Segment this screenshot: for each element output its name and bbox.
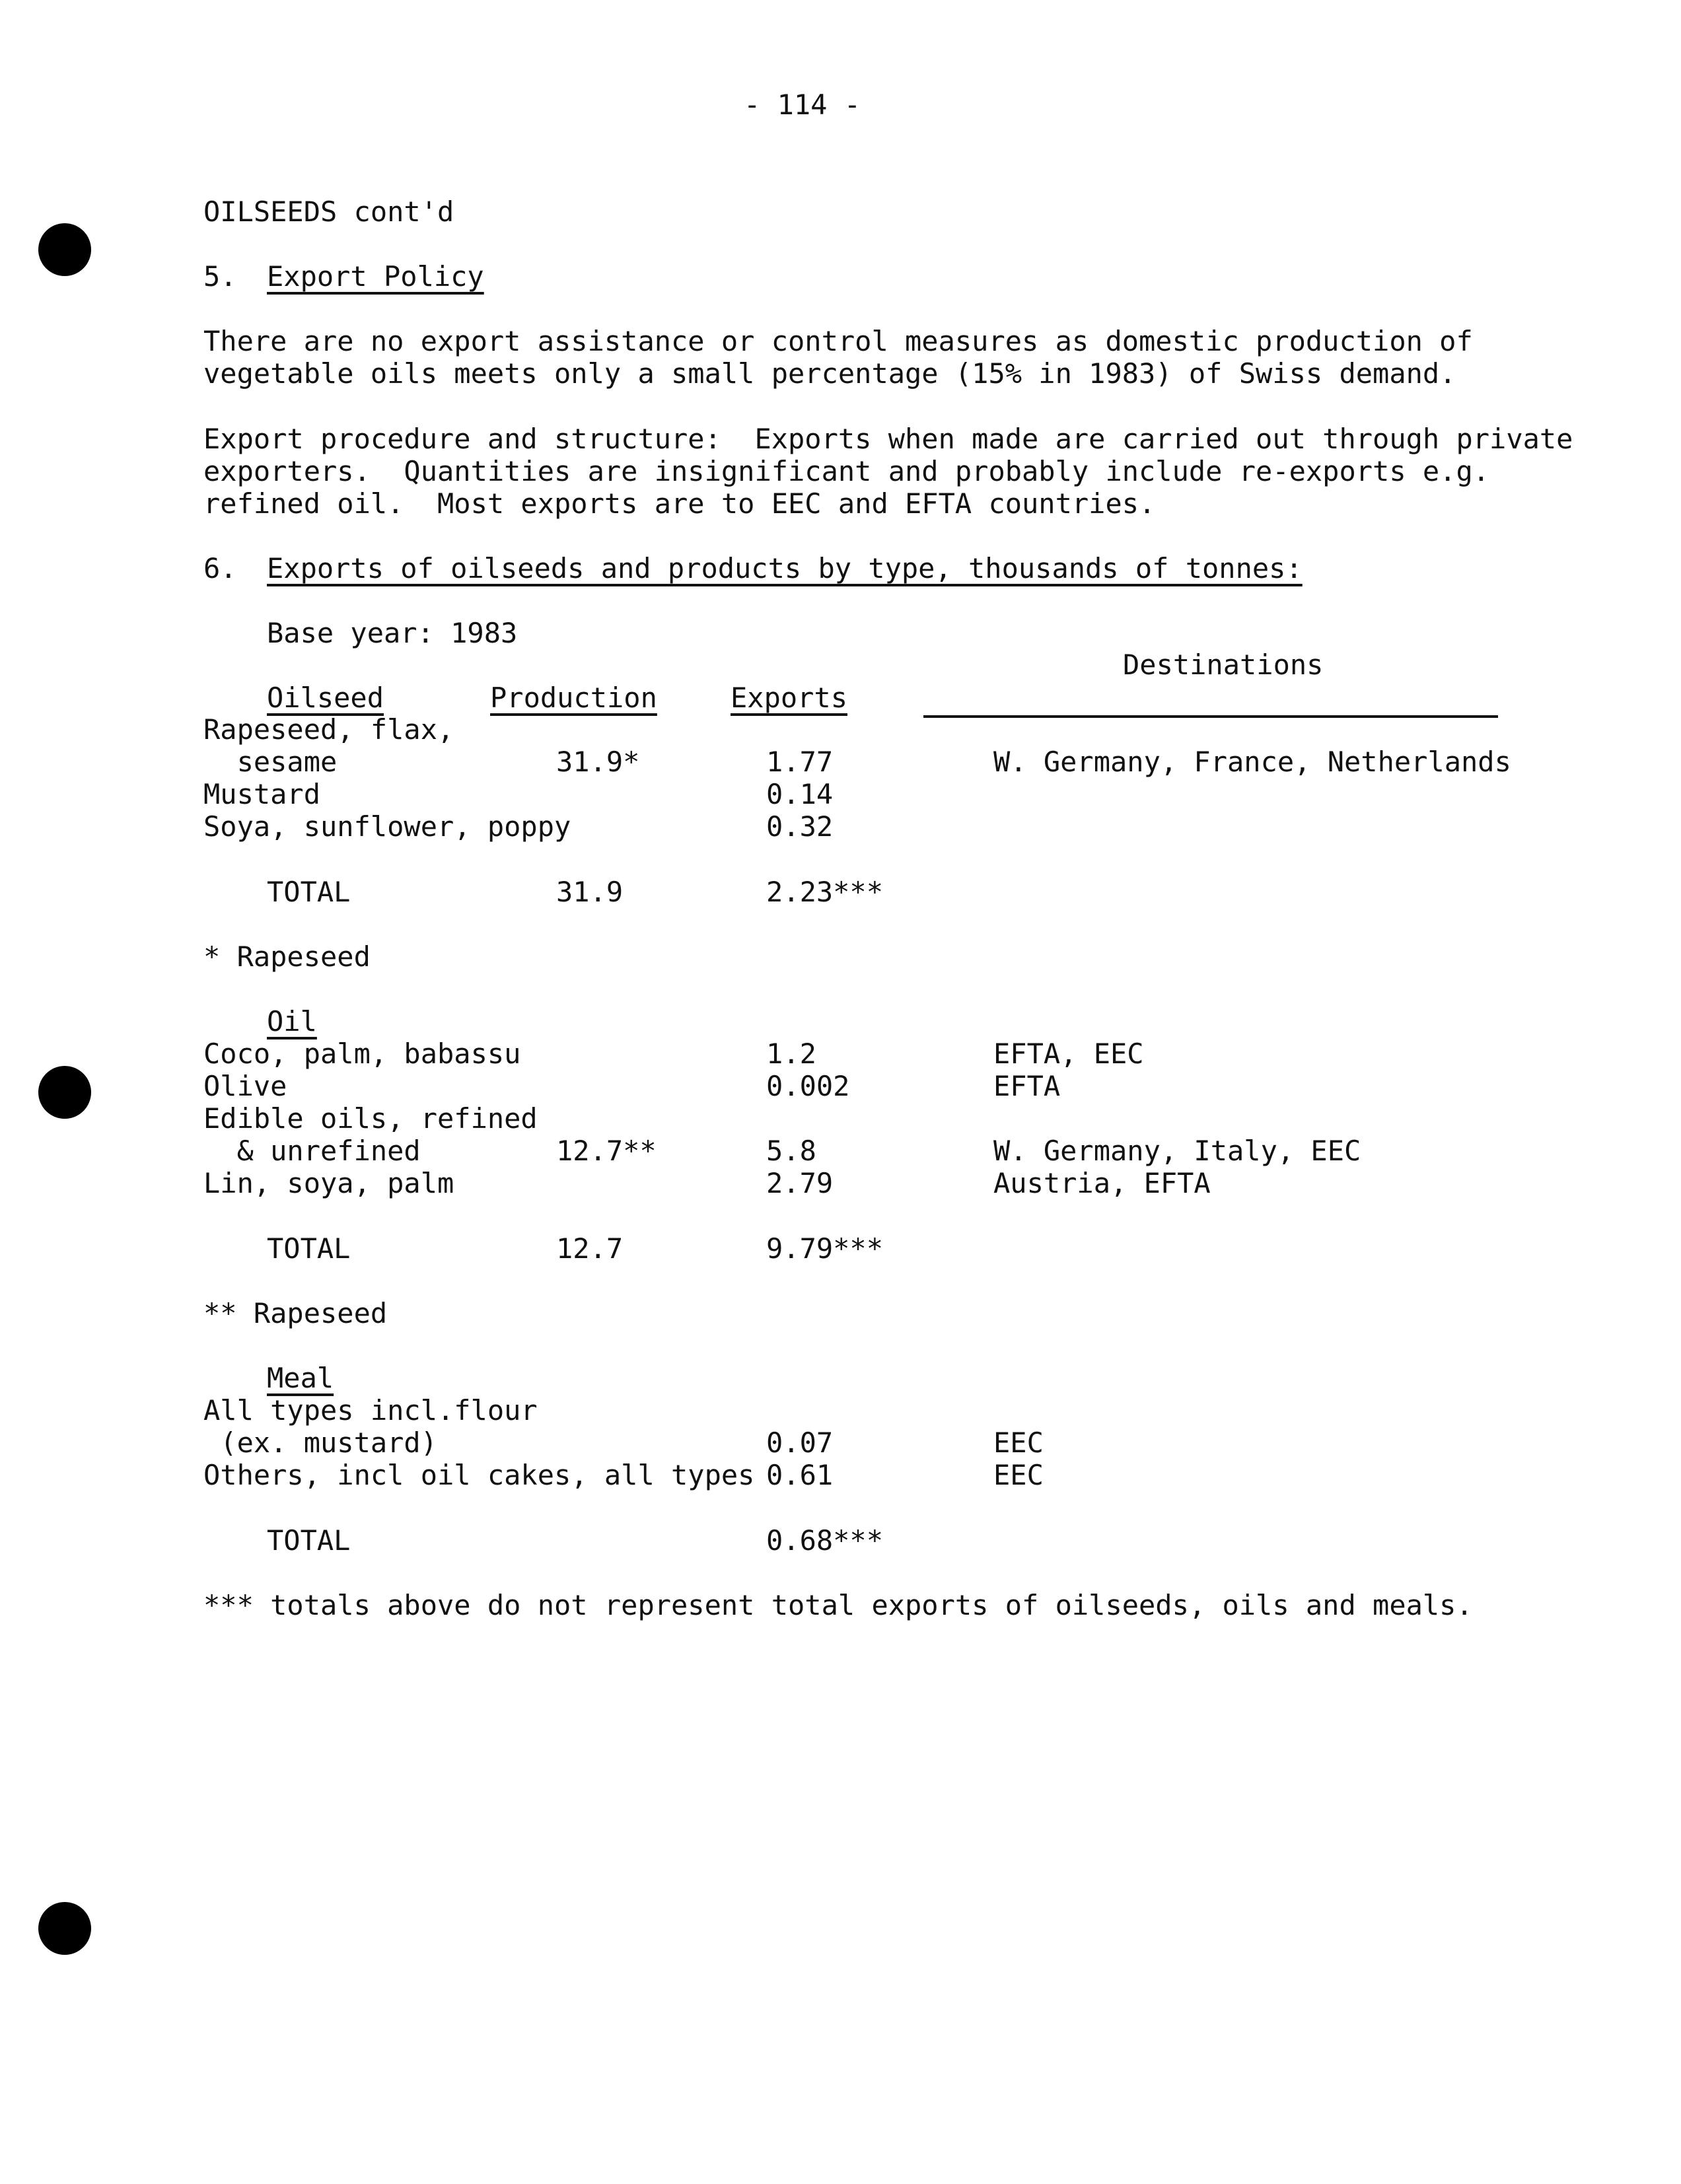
total-production: 31.9 (556, 876, 624, 908)
meal-name: Others, incl oil cakes, all types (203, 1459, 755, 1491)
section5-title: Export Policy (267, 260, 484, 293)
section5-para1-line2: vegetable oils meets only a small percentage (15% in 1983) of Swiss demand. (203, 357, 1456, 390)
meal-destinations: EEC (993, 1427, 1044, 1459)
oilseed-exports: 0.14 (766, 778, 834, 810)
oil-destinations: EFTA, EEC (993, 1038, 1144, 1070)
oil-name: Edible oils, refined (203, 1102, 538, 1135)
oil-destinations: W. Germany, Italy, EEC (993, 1135, 1361, 1167)
total-exports: 2.23*** (766, 876, 884, 908)
oil-exports: 2.79 (766, 1167, 834, 1199)
binder-hole-middle (38, 1066, 91, 1119)
section-header: OILSEEDS cont'd (203, 195, 454, 228)
total-exports: 9.79*** (766, 1232, 884, 1265)
col-exports: Exports (731, 682, 848, 714)
binder-hole-top (38, 223, 91, 276)
meal-destinations: EEC (993, 1459, 1044, 1491)
page-number: - 114 - (744, 88, 861, 121)
section6-title: Exports of oilseeds and products by type, thousands of tonnes: (267, 552, 1303, 584)
oil-destinations: Austria, EFTA (993, 1167, 1211, 1199)
oilseed-name: Soya, sunflower, poppy (203, 810, 571, 843)
total-production: 12.7 (556, 1232, 624, 1265)
oil-exports: 5.8 (766, 1135, 816, 1167)
oil-footnote: ** Rapeseed (203, 1297, 388, 1329)
destinations-rule (923, 715, 1498, 718)
base-year: Base year: 1983 (267, 617, 518, 649)
total-label: TOTAL (267, 876, 351, 908)
final-note: *** totals above do not represent total exports of oilseeds, oils and meals. (203, 1589, 1473, 1621)
oilseed-production: 31.9* (556, 746, 640, 778)
oil-destinations: EFTA (993, 1070, 1061, 1102)
meal-heading: Meal (267, 1362, 334, 1394)
meal-name: (ex. mustard) (203, 1427, 438, 1459)
oil-name: Coco, palm, babassu (203, 1038, 521, 1070)
total-exports: 0.68*** (766, 1524, 884, 1557)
oilseed-exports: 0.32 (766, 810, 834, 843)
oil-heading: Oil (267, 1005, 317, 1038)
section5-para1-line1: There are no export assistance or control measures as domestic production of (203, 325, 1473, 357)
meal-name: All types incl.flour (203, 1394, 538, 1427)
oil-name: Lin, soya, palm (203, 1167, 454, 1199)
col-destinations: Destinations (1123, 649, 1324, 681)
oilseed-name: Mustard (203, 778, 321, 810)
oilseed-name: sesame (203, 746, 338, 778)
section5-para2-line1: Export procedure and structure: Exports when made are carried out through private (203, 423, 1573, 455)
oil-name: & unrefined (203, 1135, 421, 1167)
binder-hole-bottom (38, 1902, 91, 1955)
col-oilseed: Oilseed (267, 682, 384, 714)
oil-exports: 0.002 (766, 1070, 850, 1102)
total-label: TOTAL (267, 1232, 351, 1265)
oilseed-destinations: W. Germany, France, Netherlands (993, 746, 1511, 778)
meal-exports: 0.07 (766, 1427, 834, 1459)
oilseed-name: Rapeseed, flax, (203, 713, 454, 746)
meal-exports: 0.61 (766, 1459, 834, 1491)
section5-para2-line3: refined oil. Most exports are to EEC and EFTA countries. (203, 487, 1156, 520)
oil-exports: 1.2 (766, 1038, 816, 1070)
oil-name: Olive (203, 1070, 287, 1102)
col-production: Production (490, 682, 657, 714)
oilseed-exports: 1.77 (766, 746, 834, 778)
oil-production: 12.7** (556, 1135, 657, 1167)
total-label: TOTAL (267, 1524, 351, 1557)
section6-number: 6. (203, 552, 237, 584)
oilseed-footnote: * Rapeseed (203, 940, 371, 973)
section5-number: 5. (203, 260, 237, 293)
section5-para2-line2: exporters. Quantities are insignificant and probably include re-exports e.g. (203, 455, 1490, 487)
